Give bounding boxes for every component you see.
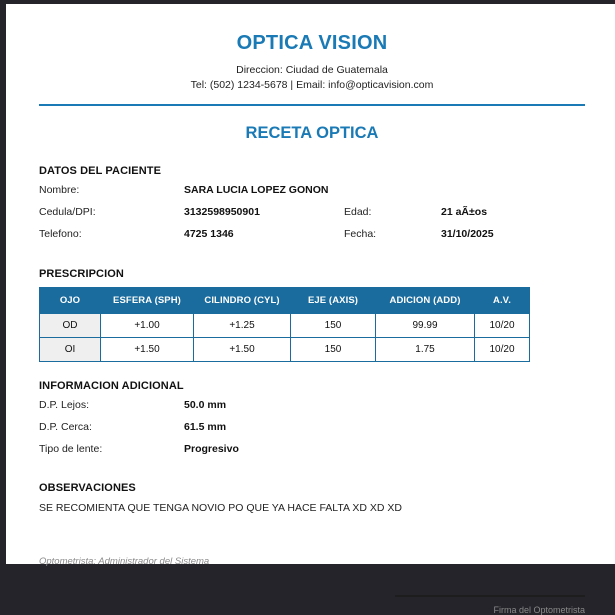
field-dp-cerca-label: D.P. Cerca: (39, 421, 92, 433)
field-edad (344, 206, 574, 228)
prescription-table (39, 287, 530, 362)
column-header-esfera: ESFERA (SPH) (101, 288, 194, 314)
document-title: RECETA OPTICA (245, 124, 379, 142)
header-divider (39, 104, 585, 106)
signature-line (395, 595, 585, 597)
clinic-name: OPTICA VISION (236, 32, 388, 54)
field-nombre-value: SARA LUCIA LOPEZ GONON (184, 184, 329, 196)
field-nombre-label: Nombre: (39, 184, 80, 196)
field-fecha-value: 31/10/2025 (441, 228, 494, 240)
column-header-ojo: OJO (40, 288, 101, 314)
field-tipo-lente (39, 443, 585, 465)
field-telefono (39, 228, 344, 250)
cell-eye-od: OD (40, 314, 101, 338)
field-edad-value: 21 aÃ±os (441, 206, 488, 218)
field-telefono-label: Telefono: (39, 228, 82, 240)
column-header-adicion: ADICION (ADD) (376, 288, 475, 314)
cell-cyl-oi: +1.50 (194, 338, 291, 362)
cell-av-oi: 10/20 (475, 338, 530, 362)
patient-fields-left (39, 184, 344, 250)
field-cedula-label: Cedula/DPI: (39, 206, 96, 218)
field-telefono-value: 4725 1346 (184, 228, 234, 240)
optometrist-line: Optometrista: Administrador del Sistema (39, 556, 210, 567)
patient-section-title: DATOS DEL PACIENTE (39, 165, 161, 177)
patient-fields (39, 184, 585, 250)
column-header-cilindro: CILINDRO (CYL) (194, 288, 291, 314)
cell-cyl-od: +1.25 (194, 314, 291, 338)
field-cedula (39, 206, 344, 228)
field-tipo-lente-value: Progresivo (184, 443, 239, 455)
column-header-eje: EJE (AXIS) (291, 288, 376, 314)
cell-add-od: 99.99 (376, 314, 475, 338)
field-dp-lejos-value: 50.0 mm (184, 399, 227, 411)
cell-sph-oi: +1.50 (101, 338, 194, 362)
field-edad-label: Edad: (344, 206, 372, 218)
prescription-document (6, 4, 615, 615)
clinic-address: Direccion: Ciudad de Guatemala (236, 64, 388, 76)
document-header (39, 32, 585, 106)
cell-add-oi: 1.75 (376, 338, 475, 362)
clinic-contact: Tel: (502) 1234-5678 | Email: info@opticavision.com (190, 79, 434, 91)
signature-caption: Firma del Optometrista (493, 605, 585, 615)
table-header-row (40, 288, 530, 314)
field-nombre (39, 184, 344, 206)
observations-text: SE RECOMIENTA QUE TENGA NOVIO PO QUE YA HACE FALTA XD XD XD (39, 502, 402, 514)
field-fecha-label: Fecha: (344, 228, 377, 240)
prescription-section (39, 268, 585, 362)
info-section-title: INFORMACION ADICIONAL (39, 380, 184, 392)
observations-section (39, 482, 585, 516)
patient-fields-right (344, 184, 574, 250)
field-cedula-value: 3132598950901 (184, 206, 260, 218)
additional-info-section (39, 380, 585, 465)
cell-av-od: 10/20 (475, 314, 530, 338)
field-fecha (344, 228, 574, 250)
signature-area (39, 595, 585, 615)
cell-axis-od: 150 (291, 314, 376, 338)
signature-box (363, 595, 585, 615)
field-dp-cerca-value: 61.5 mm (184, 421, 227, 433)
column-header-av: A.V. (475, 288, 530, 314)
field-dp-lejos (39, 399, 585, 421)
field-tipo-lente-label: Tipo de lente: (39, 443, 103, 455)
cell-sph-od: +1.00 (101, 314, 194, 338)
table-row (40, 338, 530, 362)
observations-section-title: OBSERVACIONES (39, 482, 136, 494)
prescription-section-title: PRESCRIPCION (39, 268, 124, 280)
field-dp-lejos-label: D.P. Lejos: (39, 399, 90, 411)
field-dp-cerca (39, 421, 585, 443)
cell-axis-oi: 150 (291, 338, 376, 362)
patient-data-section (39, 165, 585, 250)
table-row (40, 314, 530, 338)
cell-eye-oi: OI (40, 338, 101, 362)
